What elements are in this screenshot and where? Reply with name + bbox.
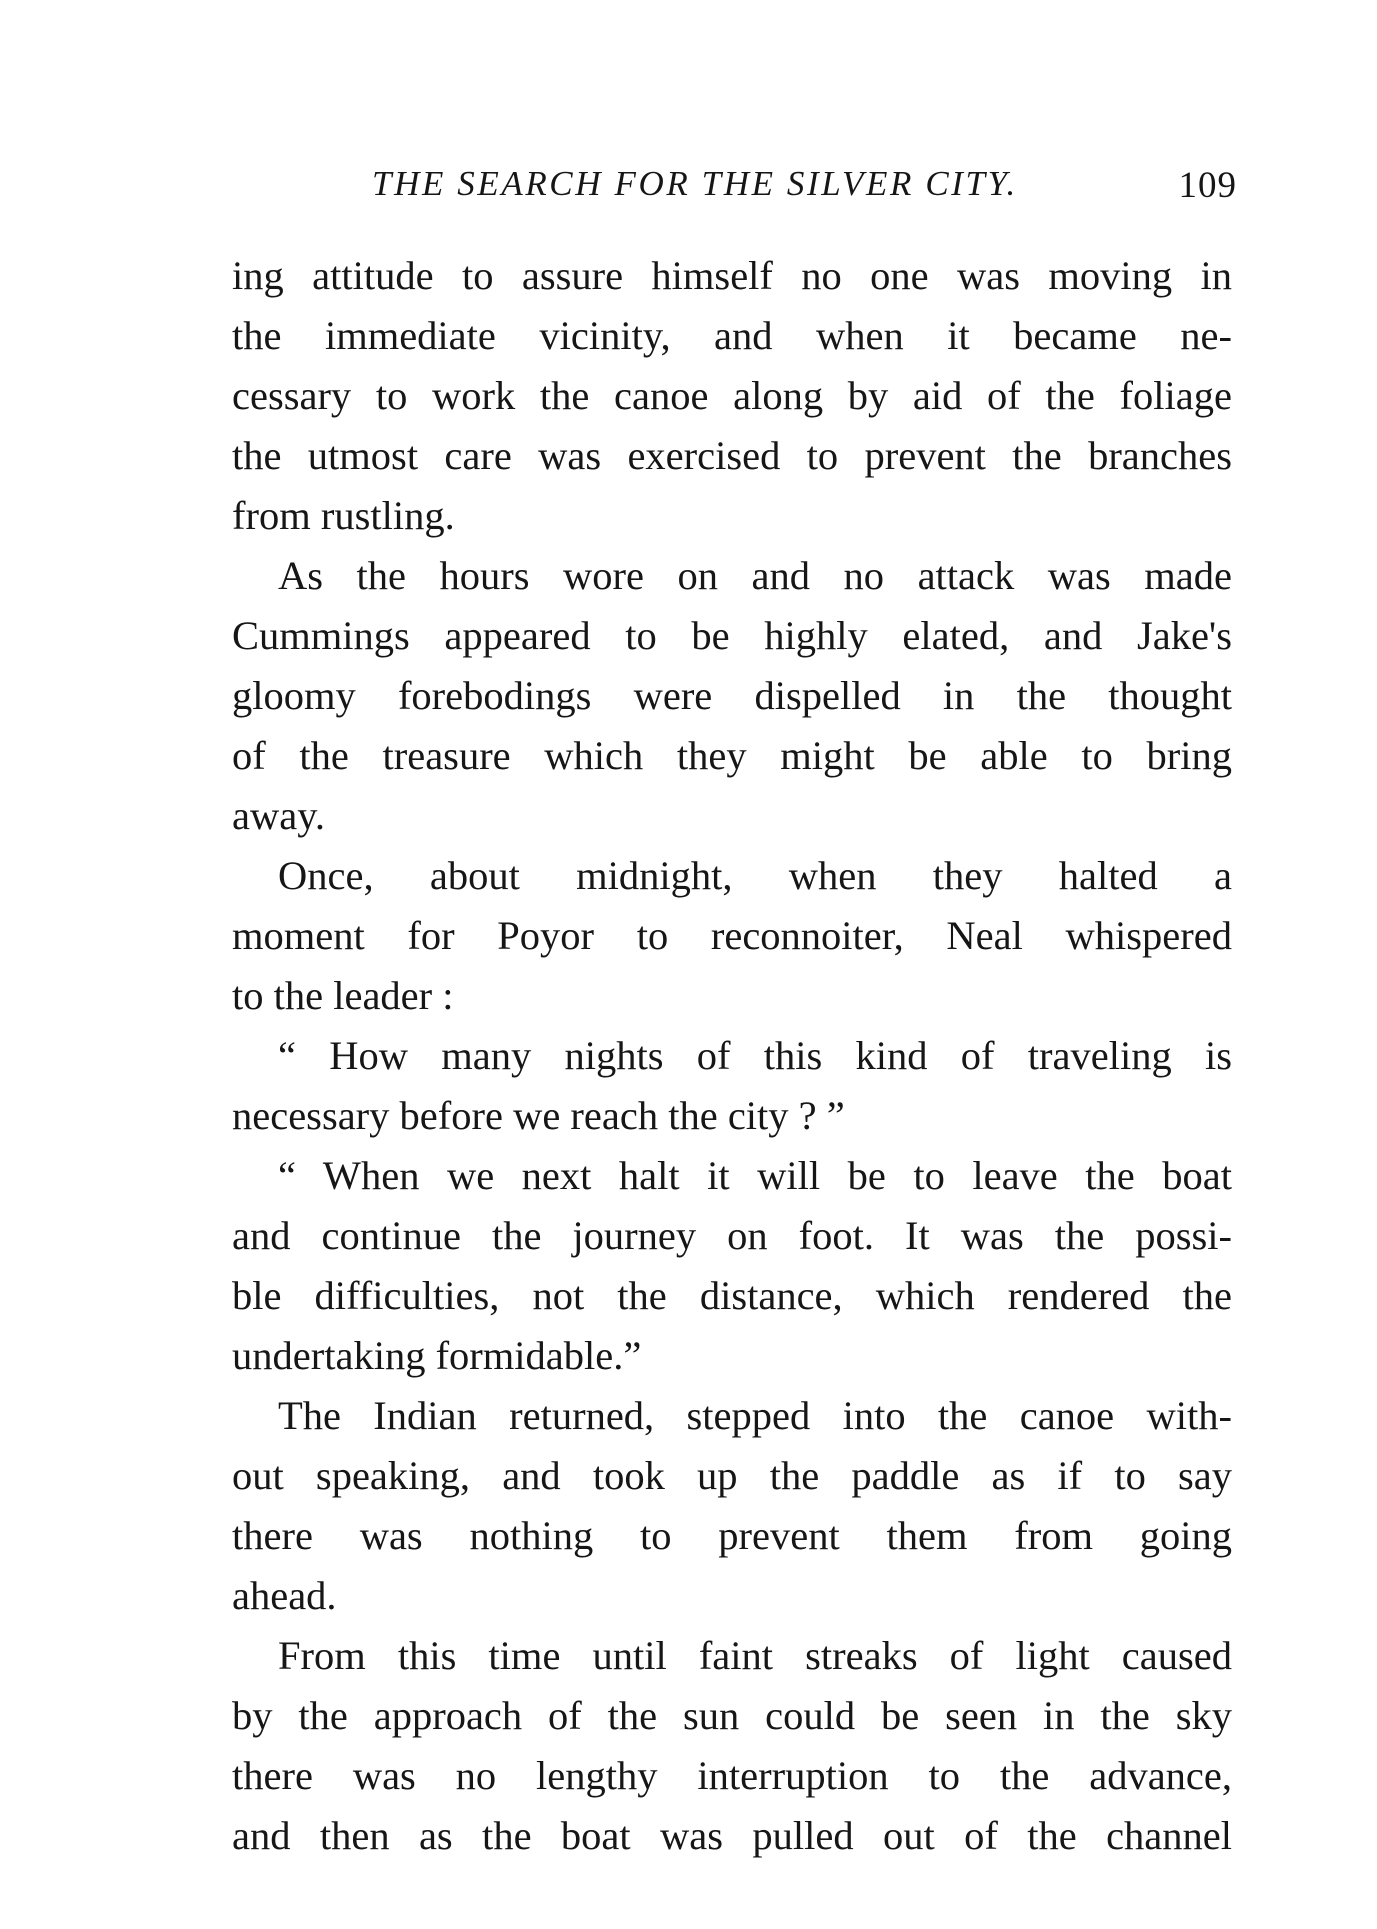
text-line: and continue the journey on foot. It was the possi- — [232, 1213, 1232, 1258]
text-line: by the approach of the sun could be seen in the sky — [232, 1693, 1232, 1738]
text-line: to the leader : — [232, 973, 454, 1018]
running-title: THE SEARCH FOR THE SILVER CITY. — [372, 164, 1018, 203]
text-line: gloomy forebodings were dispelled in the thought — [232, 673, 1232, 718]
paragraph-first-line: “ How many nights of this kind of traveling is — [278, 1033, 1232, 1078]
text-line: the immediate vicinity, and when it became ne- — [232, 313, 1232, 358]
text-line: ahead. — [232, 1573, 337, 1618]
paragraph-first-line: The Indian returned, stepped into the canoe with- — [278, 1393, 1232, 1438]
text-line: ing attitude to assure himself no one was moving in — [232, 253, 1232, 298]
body-text — [232, 250, 1232, 1870]
text-line: ble difficulties, not the distance, which rendered the — [232, 1273, 1232, 1318]
text-line: away. — [232, 793, 325, 838]
text-line: out speaking, and took up the paddle as if to say — [232, 1453, 1232, 1498]
paragraph-first-line: “ When we next halt it will be to leave the boat — [278, 1153, 1232, 1198]
paragraph-first-line: As the hours wore on and no attack was made — [278, 553, 1232, 598]
text-line: from rustling. — [232, 493, 455, 538]
text-line: there was no lengthy interruption to the advance, — [232, 1753, 1232, 1798]
text-line: there was nothing to prevent them from going — [232, 1513, 1232, 1558]
text-line: undertaking formidable.” — [232, 1333, 642, 1378]
text-line: the utmost care was exercised to prevent the branches — [232, 433, 1232, 478]
text-line: moment for Poyor to reconnoiter, Neal whispered — [232, 913, 1232, 958]
text-line: and then as the boat was pulled out of the channel — [232, 1813, 1232, 1858]
paragraph-first-line: Once, about midnight, when they halted a — [278, 853, 1232, 898]
text-line: Cummings appeared to be highly elated, and Jake's — [232, 613, 1232, 658]
running-head — [232, 162, 1237, 212]
paragraph-first-line: From this time until faint streaks of light caused — [278, 1633, 1232, 1678]
text-line: cessary to work the canoe along by aid of the foliage — [232, 373, 1232, 418]
page-number: 109 — [1178, 165, 1237, 206]
text-line: of the treasure which they might be able to bring — [232, 733, 1232, 778]
text-line: necessary before we reach the city ? ” — [232, 1093, 845, 1138]
